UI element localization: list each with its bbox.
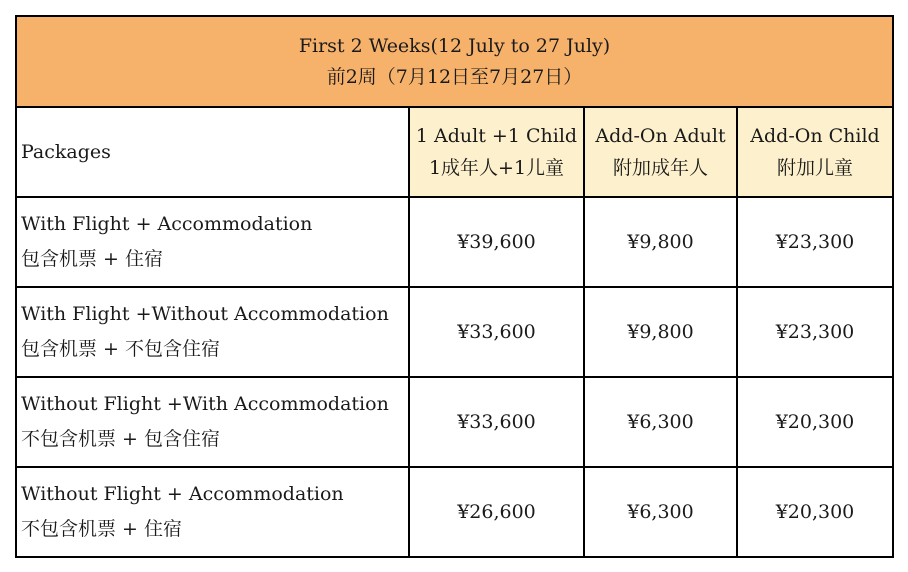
price-addon-child: ¥23,300 bbox=[737, 197, 893, 287]
package-name-en: With Flight +Without Accommodation bbox=[21, 303, 389, 325]
price-addon-child: ¥20,300 bbox=[737, 377, 893, 467]
header-addon-adult-en: Add-On Adult bbox=[595, 125, 726, 147]
package-name bbox=[16, 467, 409, 557]
package-name-en: Without Flight + Accommodation bbox=[21, 483, 344, 505]
header-addon-adult-zh: 附加成年人 bbox=[612, 157, 708, 179]
price-adult-child: ¥33,600 bbox=[409, 377, 584, 467]
price-adult-child: ¥39,600 bbox=[409, 197, 584, 287]
package-name bbox=[16, 287, 409, 377]
package-name bbox=[16, 377, 409, 467]
title-english: First 2 Weeks(12 July to 27 July) bbox=[298, 34, 611, 57]
price-addon-child: ¥20,300 bbox=[737, 467, 893, 557]
price-addon-adult: ¥9,800 bbox=[584, 287, 737, 377]
package-name-en: Without Flight +With Accommodation bbox=[21, 393, 389, 415]
header-addon-child bbox=[737, 107, 893, 197]
header-adult-child-zh: 1成年人+1儿童 bbox=[428, 157, 565, 179]
header-adult-child bbox=[409, 107, 584, 197]
header-adult-child-en: 1 Adult +1 Child bbox=[415, 125, 578, 147]
package-name-zh: 不包含机票 + 包含住宿 bbox=[21, 428, 220, 450]
price-adult-child: ¥33,600 bbox=[409, 287, 584, 377]
table-row bbox=[16, 377, 893, 467]
package-name-zh: 包含机票 + 住宿 bbox=[21, 248, 163, 270]
price-addon-child: ¥23,300 bbox=[737, 287, 893, 377]
package-name-zh: 不包含机票 + 住宿 bbox=[21, 518, 182, 540]
price-addon-adult: ¥6,300 bbox=[584, 467, 737, 557]
table-row bbox=[16, 197, 893, 287]
header-addon-child-en: Add-On Child bbox=[750, 125, 880, 147]
price-adult-child: ¥26,600 bbox=[409, 467, 584, 557]
price-table bbox=[15, 15, 894, 558]
title-chinese: 前2周（7月12日至7月27日） bbox=[326, 65, 583, 88]
header-addon-adult bbox=[584, 107, 737, 197]
price-addon-adult: ¥9,800 bbox=[584, 197, 737, 287]
table-row bbox=[16, 287, 893, 377]
price-addon-adult: ¥6,300 bbox=[584, 377, 737, 467]
header-addon-child-zh: 附加儿童 bbox=[776, 157, 853, 179]
package-name-en: With Flight + Accommodation bbox=[21, 213, 313, 235]
title-row bbox=[16, 16, 893, 107]
table-row bbox=[16, 467, 893, 557]
header-row bbox=[16, 107, 893, 197]
table-title bbox=[16, 16, 893, 107]
package-name-zh: 包含机票 + 不包含住宿 bbox=[21, 338, 220, 360]
package-name bbox=[16, 197, 409, 287]
packages-header: Packages bbox=[16, 107, 409, 197]
